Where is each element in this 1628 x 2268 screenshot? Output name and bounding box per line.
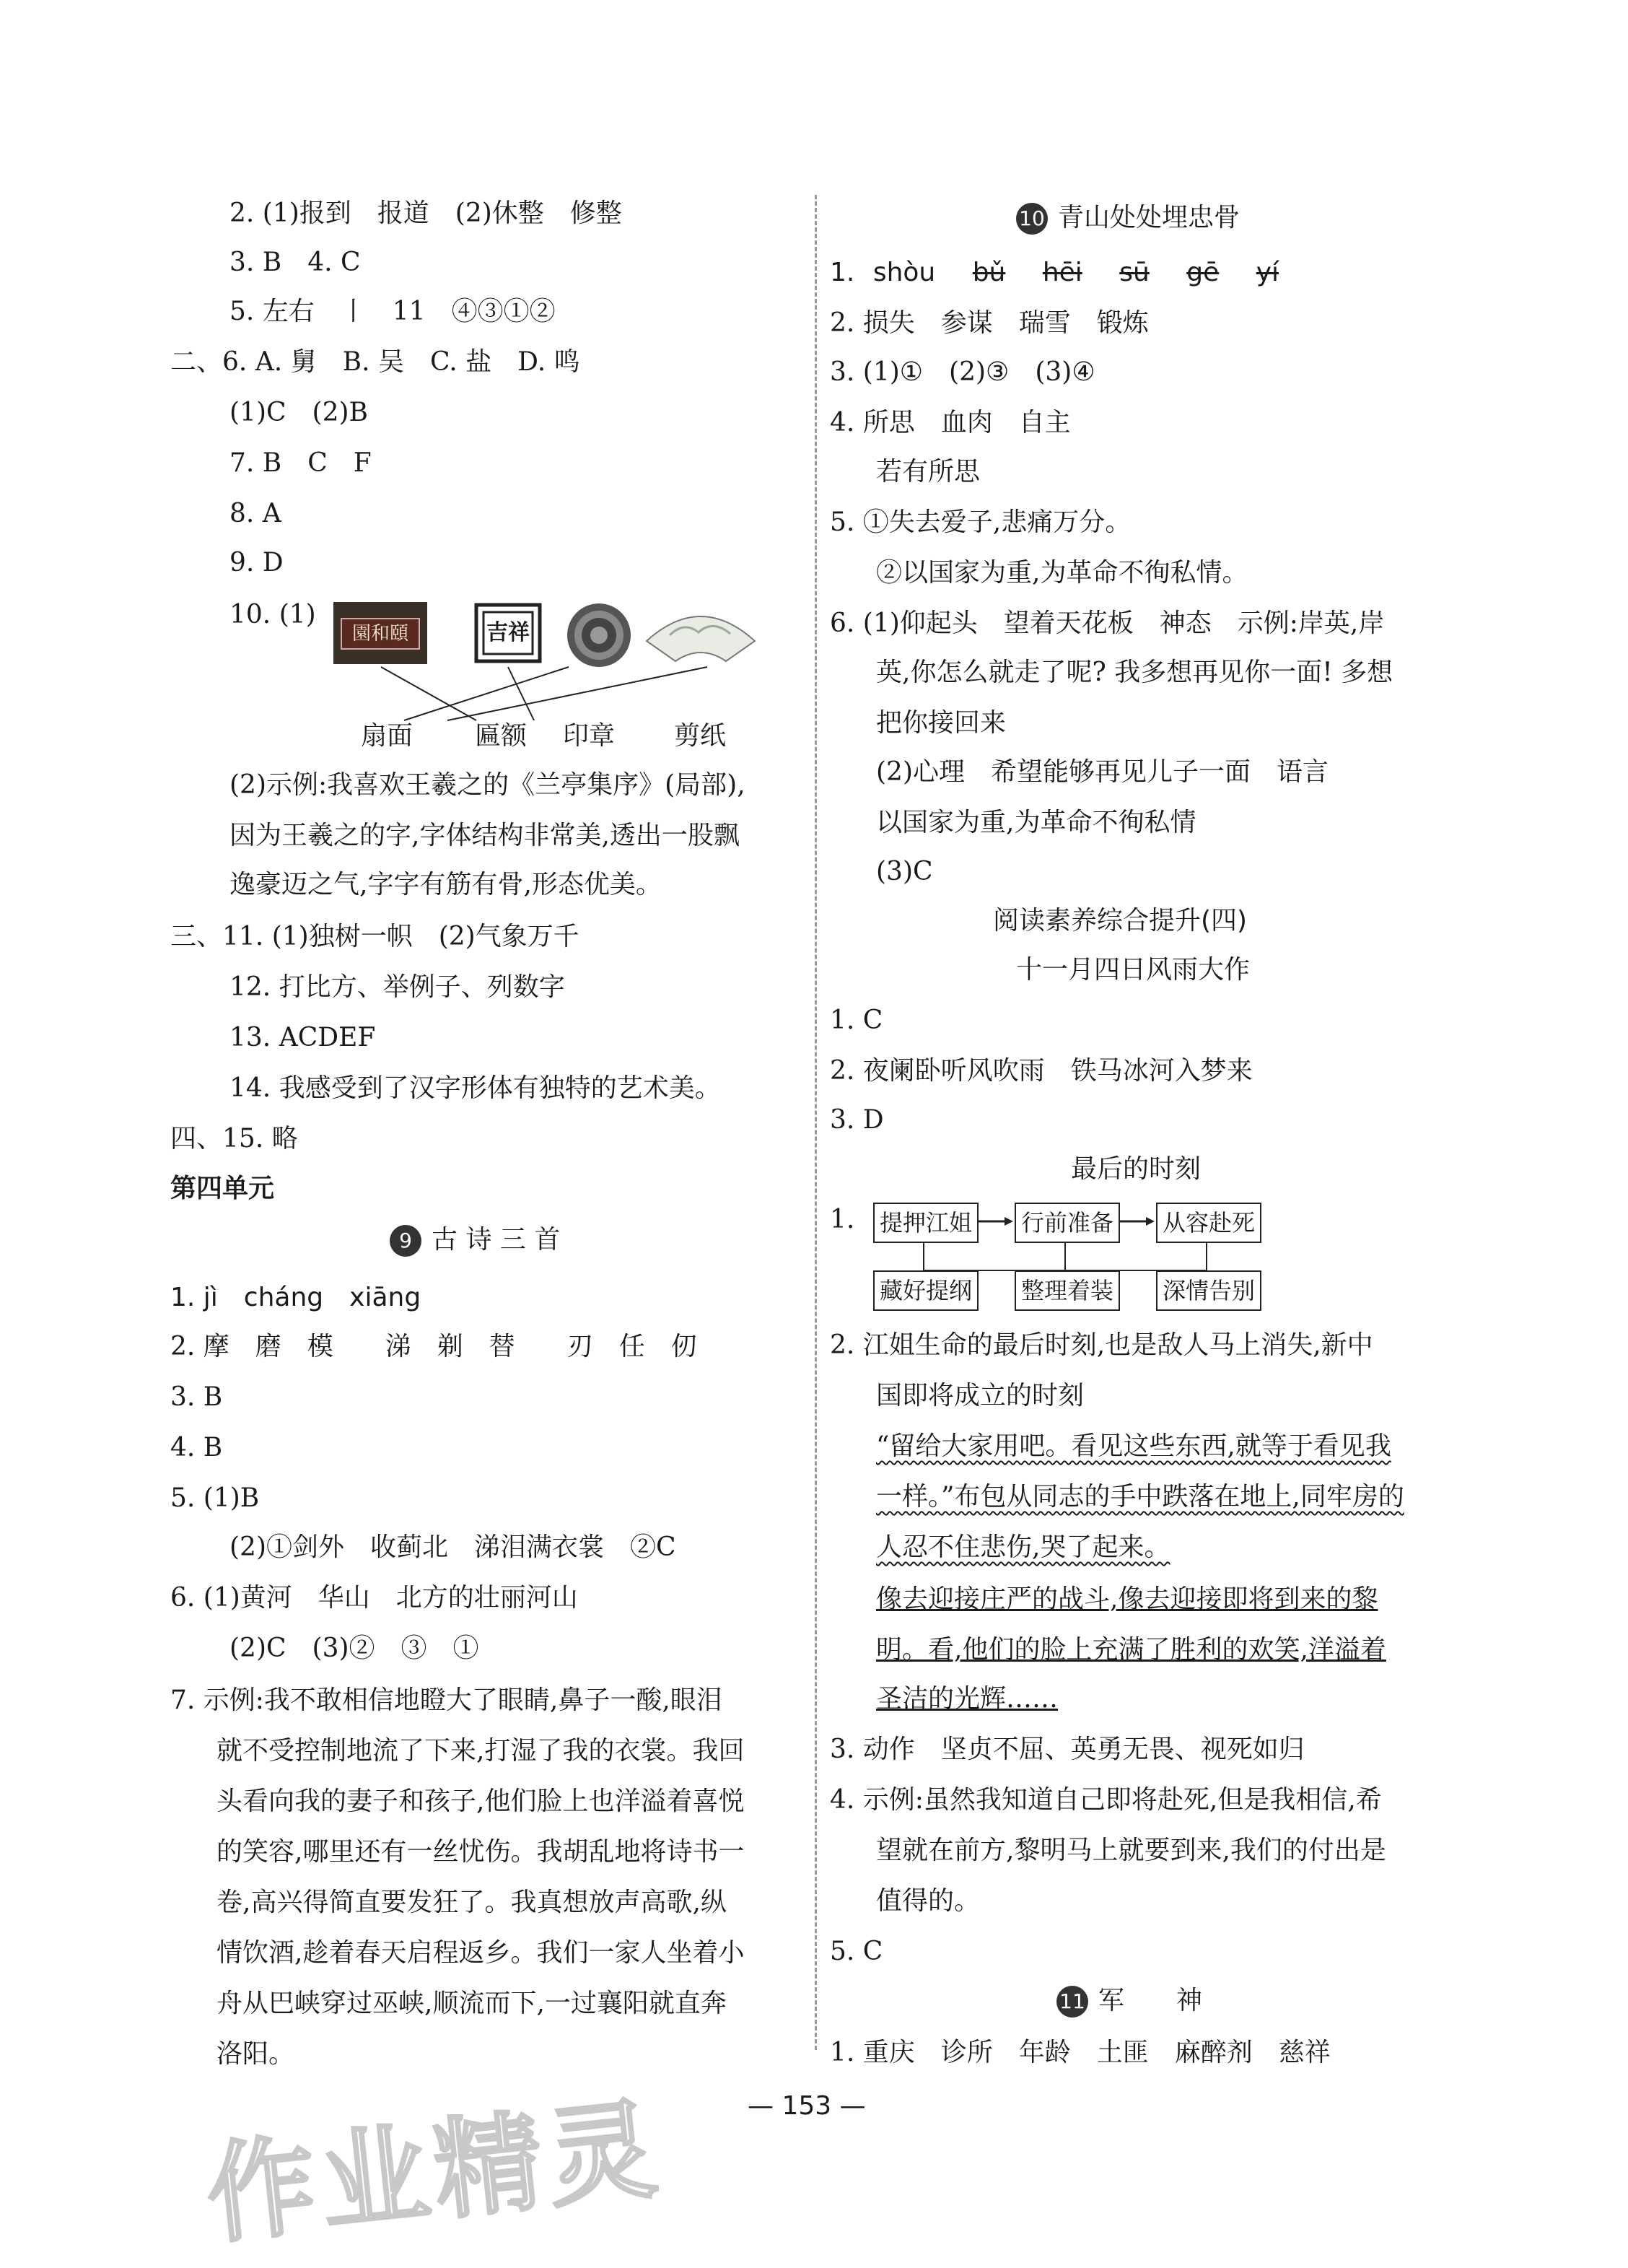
answer-line: (2)C (3)② ③ ① xyxy=(229,1634,479,1663)
answer-line: 头看向我的妻子和孩子,他们脸上也洋溢着喜悦 xyxy=(216,1787,745,1816)
answer-line: 4. B xyxy=(170,1433,223,1462)
answer-line: 12. 打比方、举例子、列数字 xyxy=(229,972,565,1002)
seal-text: 吉祥 xyxy=(486,620,530,645)
answer-line: 二、6. A. 舅 B. 吴 C. 盐 D. 鸣 xyxy=(170,347,580,377)
answer-line: 因为王羲之的字,字体结构非常美,透出一股飘 xyxy=(229,821,740,850)
unit-heading: 第四单元 xyxy=(170,1173,275,1203)
answer-line: 若有所思 xyxy=(876,457,981,487)
wavy-underlined-text: “留给大家用吧。看见这些东西,就等于看见我 xyxy=(876,1431,1391,1461)
answer-line: 1. jì cháng xiāng xyxy=(170,1283,421,1312)
answer-line: 以国家为重,为革命不徇私情 xyxy=(876,808,1196,837)
answer-line: 2. 夜阑卧听风吹雨 铁马冰河入梦来 xyxy=(830,1056,1253,1086)
fan-painting-image xyxy=(641,599,761,671)
answer-line: ②以国家为重,为革命不徇私情。 xyxy=(876,558,1248,588)
answer-line: 2. 损失 参谋 瑞雪 锻炼 xyxy=(830,308,1149,338)
answer-line: 情饮酒,趁着春天启程返乡。我们一家人坐着小 xyxy=(216,1938,745,1968)
answer-line: 就不受控制地流了下来,打湿了我的衣裳。我回 xyxy=(216,1736,745,1766)
answer-line: 1. C xyxy=(830,1006,883,1035)
answer-line xyxy=(876,1429,1391,1464)
flow-box: 行前准备 xyxy=(1015,1203,1120,1243)
lesson-heading xyxy=(1016,201,1240,235)
lesson-number-badge: 9 xyxy=(390,1225,421,1257)
answer-line: 4. 所思 血肉 自主 xyxy=(830,408,1071,437)
answer-line: 三、11. (1)独树一帜 (2)气象万千 xyxy=(170,922,579,951)
answer-line: 国即将成立的时刻 xyxy=(876,1381,1085,1410)
img-label: 扇面 xyxy=(361,721,413,751)
pinyin-word: sū xyxy=(1119,258,1150,287)
seal-image xyxy=(472,601,544,666)
underlined-text: 圣洁的光辉…… xyxy=(876,1684,1059,1714)
answer-line xyxy=(876,1530,1170,1565)
flow-box: 藏好提纲 xyxy=(873,1270,979,1311)
pinyin-word: gē xyxy=(1186,258,1220,287)
answer-line: 2. 摩 磨 模 涕 剃 替 刃 任 仞 xyxy=(170,1332,697,1361)
lesson-number-badge: 10 xyxy=(1016,203,1048,235)
answer-line: 3. 动作 坚贞不屈、英勇无畏、视死如归 xyxy=(830,1735,1305,1764)
answer-line: 舟从巴峡穿过巫峡,顺流而下,一过襄阳就直奔 xyxy=(216,1989,727,2018)
section-title: 阅读素养综合提升(四) xyxy=(993,906,1248,935)
answer-line: 2. (1)报到 报道 (2)休整 修整 xyxy=(229,199,622,228)
pinyin-word: bǔ xyxy=(972,258,1006,287)
answer-line: 4. 示例:虽然我知道自己即将赴死,但是我相信,希 xyxy=(830,1785,1382,1815)
answer-line: 5. 左右 丨 11 ④③①② xyxy=(229,297,556,326)
answer-line: 13. ACDEF xyxy=(229,1023,376,1052)
lesson-title: 军 神 xyxy=(1098,1986,1203,2015)
pinyin-word: hēi xyxy=(1042,258,1082,287)
answer-line: 8. A xyxy=(229,499,281,528)
answer-line: (2)心理 希望能够再见儿子一面 语言 xyxy=(876,757,1329,787)
plaque-text: 園和頤 xyxy=(341,618,420,650)
plaque-image xyxy=(333,602,427,664)
answer-line: 的笑容,哪里还有一丝忧伤。我胡乱地将诗书一 xyxy=(216,1837,745,1867)
answer-line: 3. B 4. C xyxy=(229,248,361,277)
answer-line: 9. D xyxy=(229,548,284,577)
lesson-heading xyxy=(390,1223,560,1257)
flow-box: 深情告别 xyxy=(1156,1270,1261,1311)
answer-line: (3)C xyxy=(876,857,933,886)
answer-line: 5. (1)B xyxy=(170,1483,260,1513)
answer-line: 10. (1) xyxy=(229,600,316,629)
answer-line: 1. 重庆 诊所 年龄 土匪 麻醉剂 慈祥 xyxy=(830,2038,1331,2067)
answer-line: 5. C xyxy=(830,1937,883,1966)
watermark: 作业精灵 xyxy=(201,2086,668,2259)
reading-subtitle: 最后的时刻 xyxy=(1071,1154,1202,1184)
answer-line: 3. D xyxy=(830,1105,884,1135)
reading-subtitle: 十一月四日风雨大作 xyxy=(1016,955,1251,985)
paper-cut-image xyxy=(564,601,634,670)
lesson-heading xyxy=(1056,1984,1202,2018)
answer-line xyxy=(876,1480,1404,1514)
lesson-number-badge: 11 xyxy=(1056,1986,1088,2018)
pinyin-word: shòu xyxy=(872,258,936,287)
answer-line: 5. ①失去爱子,悲痛万分。 xyxy=(830,507,1132,537)
pinyin-number: 1. xyxy=(830,258,855,287)
answer-line: 把你接回来 xyxy=(876,708,1007,738)
answer-line xyxy=(876,1582,1378,1617)
answer-line: 3. B xyxy=(170,1382,223,1412)
flow-box: 从容赴死 xyxy=(1156,1203,1261,1243)
answer-line: 望就在前方,黎明马上就要到来,我们的付出是 xyxy=(876,1836,1386,1865)
answer-line xyxy=(876,1633,1386,1667)
flow-box: 整理着装 xyxy=(1015,1270,1120,1311)
answer-line: 值得的。 xyxy=(876,1886,981,1916)
img-label: 剪纸 xyxy=(674,721,727,751)
answer-line: 3. (1)① (2)③ (3)④ xyxy=(830,357,1095,387)
answer-line: 1. xyxy=(830,1205,855,1234)
answer-line xyxy=(876,1682,1058,1717)
answer-line: 6. (1)仰起头 望着天花板 神态 示例:岸英,岸 xyxy=(830,609,1385,638)
answer-line: (2)示例:我喜欢王羲之的《兰亭集序》(局部), xyxy=(229,770,745,800)
answer-line: 英,你怎么就走了呢? 我多想再见你一面! 多想 xyxy=(876,658,1393,687)
pinyin-word: yí xyxy=(1256,258,1279,287)
answer-line: 14. 我感受到了汉字形体有独特的艺术美。 xyxy=(229,1073,721,1103)
page-number: — 153 — xyxy=(748,2091,866,2121)
answer-line: (1)C (2)B xyxy=(229,398,368,427)
answer-line: (2)①剑外 收蓟北 涕泪满衣裳 ②C xyxy=(229,1532,676,1562)
img-label: 匾额 xyxy=(475,721,528,751)
answer-line: 6. (1)黄河 华山 北方的壮丽河山 xyxy=(170,1583,578,1613)
img-label: 印章 xyxy=(563,721,616,751)
lesson-title: 古 诗 三 首 xyxy=(432,1225,561,1255)
pinyin-answer-line xyxy=(830,256,1279,290)
answer-line: 7. B C F xyxy=(229,448,372,478)
answer-line: 洛阳。 xyxy=(216,2039,295,2069)
lesson-title: 青山处处埋忠骨 xyxy=(1058,203,1240,232)
wavy-underlined-text: 一样。”布包从同志的手中跌落在地上,同牢房的 xyxy=(876,1482,1404,1512)
answer-line: 四、15. 略 xyxy=(170,1124,298,1153)
wavy-underlined-text: 人忍不住悲伤,哭了起来。 xyxy=(876,1532,1170,1562)
answer-line: 逸豪迈之气,字字有筋有骨,形态优美。 xyxy=(229,870,662,899)
answer-line: 2. 江姐生命的最后时刻,也是敌人马上消失,新中 xyxy=(830,1330,1373,1360)
answer-line: 7. 示例:我不敢相信地瞪大了眼睛,鼻子一酸,眼泪 xyxy=(170,1685,722,1715)
answer-line: 卷,高兴得简直要发狂了。我真想放声高歌,纵 xyxy=(216,1888,727,1917)
underlined-text: 像去迎接庄严的战斗,像去迎接即将到来的黎 xyxy=(876,1584,1378,1614)
flow-box: 提押江姐 xyxy=(873,1203,979,1243)
underlined-text: 明。看,他们的脸上充满了胜利的欢笑,洋溢着 xyxy=(876,1635,1386,1665)
column-divider xyxy=(815,195,817,2050)
